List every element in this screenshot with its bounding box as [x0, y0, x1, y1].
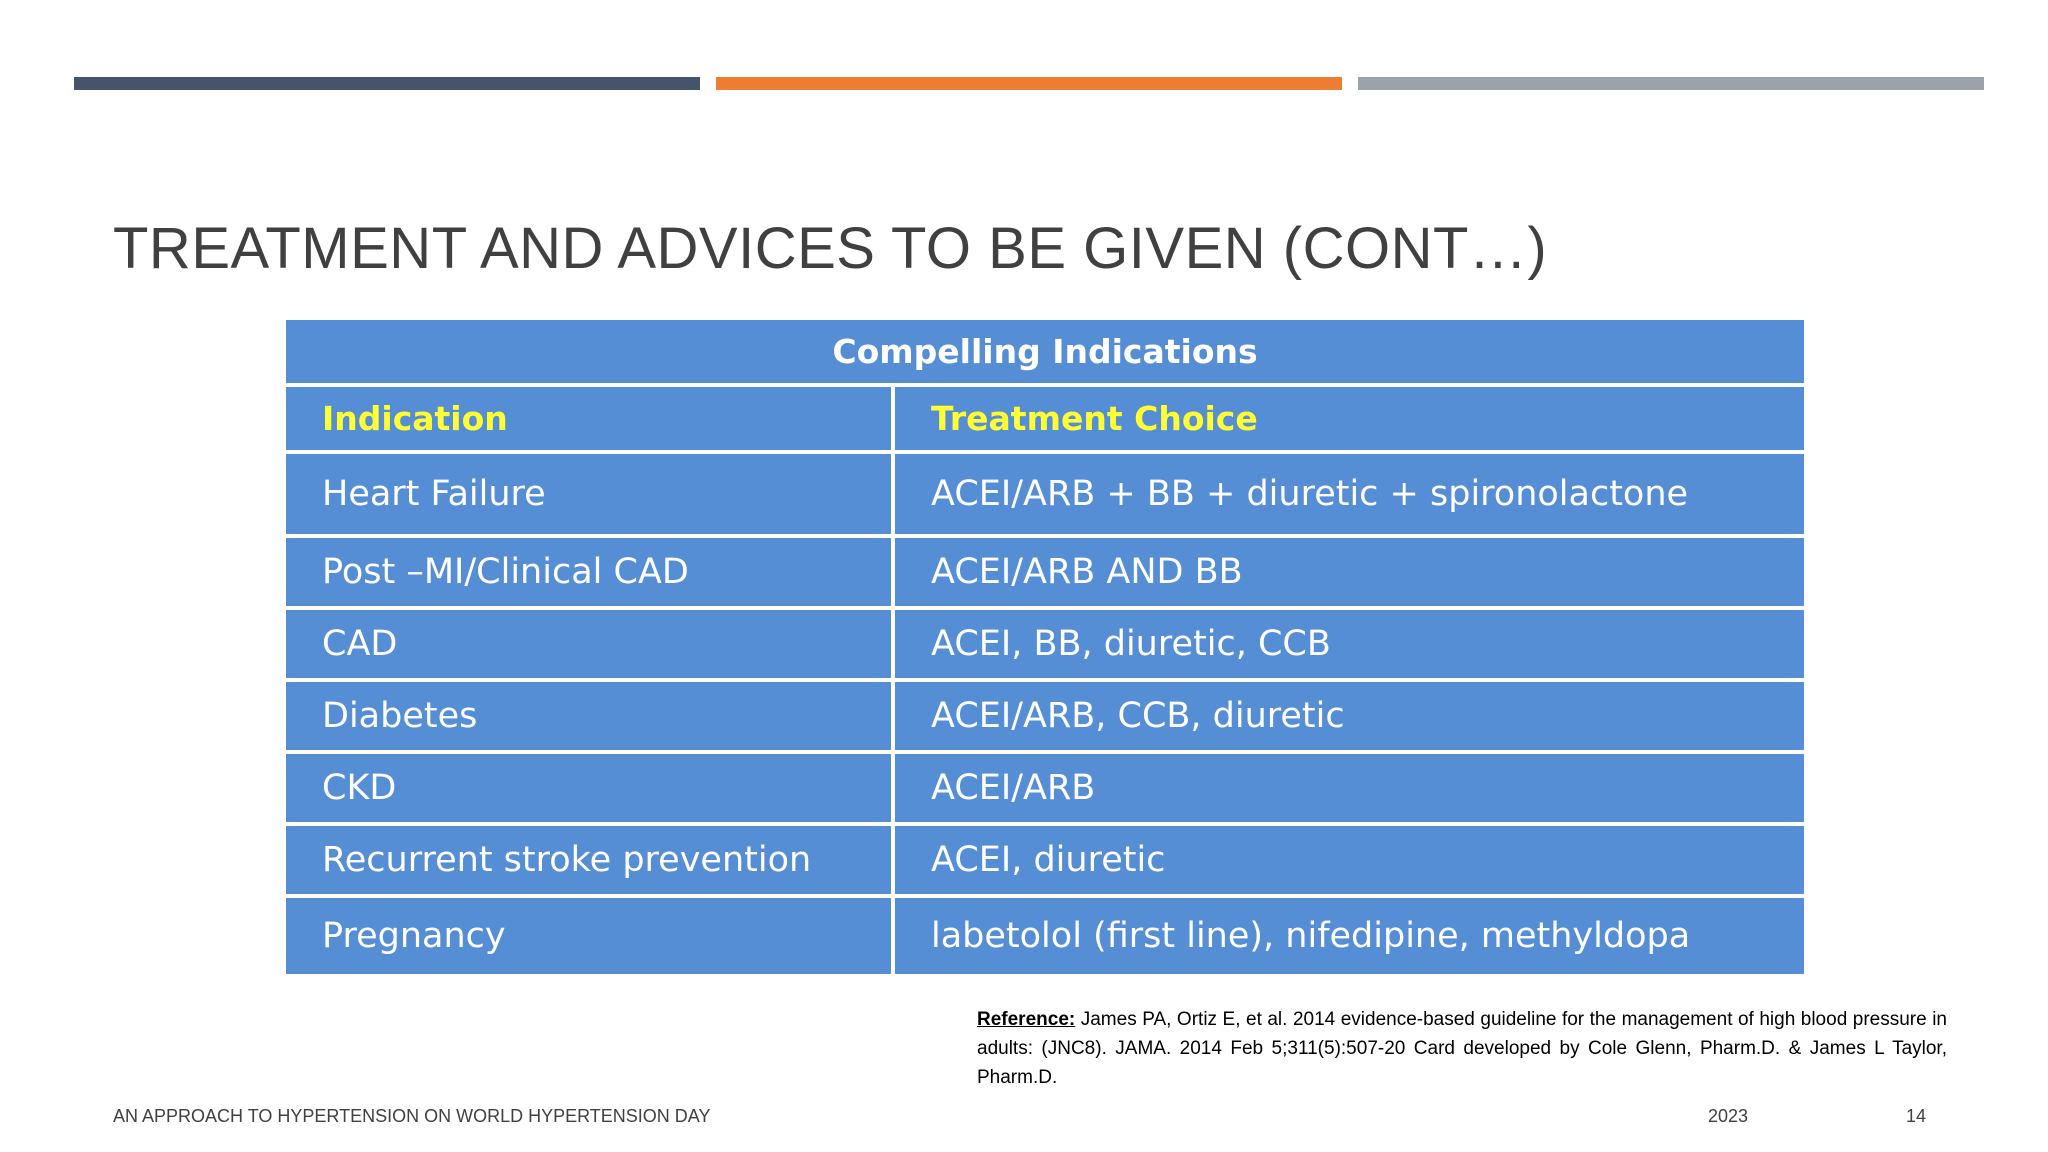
footer-title: AN APPROACH TO HYPERTENSION ON WORLD HYPERTENSION DAY	[113, 1106, 711, 1126]
table-cell-indication: Diabetes	[286, 682, 891, 750]
reference-text: James PA, Ortiz E, et al. 2014 evidence-based guideline for the management of high blood pressure in adults: (JNC8). JAMA. 2014 Feb 5;311(5):507-20 Card developed by Cole Glenn, Pharm.D. & James L Taylor, Pharm.D.	[977, 1009, 1947, 1088]
table-cell-treatment: ACEI, BB, diuretic, CCB	[895, 610, 1804, 678]
table-cell-indication: Heart Failure	[286, 454, 891, 534]
compelling-indications-table	[286, 320, 1804, 974]
accent-bar-orange	[716, 77, 1342, 90]
table-cell-indication: Pregnancy	[286, 898, 891, 974]
table-cell-indication: Recurrent stroke prevention	[286, 826, 891, 894]
table-cell-indication: CKD	[286, 754, 891, 822]
table-cell-indication: Post –MI/Clinical CAD	[286, 538, 891, 606]
table-cell-indication: CAD	[286, 610, 891, 678]
page-number: 14	[1906, 1106, 1927, 1126]
table-cell-treatment: ACEI/ARB, CCB, diuretic	[895, 682, 1804, 750]
column-header-indication: Indication	[286, 387, 891, 450]
table-cell-treatment: ACEI/ARB + BB + diuretic + spironolactone	[895, 454, 1804, 534]
table-cell-treatment: ACEI, diuretic	[895, 826, 1804, 894]
footer-year: 2023	[1708, 1106, 1749, 1126]
table-cell-treatment: labetolol (first line), nifedipine, methyldopa	[895, 898, 1804, 974]
column-header-treatment: Treatment Choice	[895, 387, 1804, 450]
reference-label: Reference:	[977, 1009, 1076, 1030]
table-caption: Compelling Indications	[286, 320, 1804, 383]
slide-title: TREATMENT AND ADVICES TO BE GIVEN (CONT…)	[113, 216, 1548, 281]
accent-bar-dark	[74, 77, 700, 90]
reference-note	[977, 1005, 1947, 1092]
accent-bar-gray	[1358, 77, 1984, 90]
table-cell-treatment: ACEI/ARB	[895, 754, 1804, 822]
table-cell-treatment: ACEI/ARB AND BB	[895, 538, 1804, 606]
